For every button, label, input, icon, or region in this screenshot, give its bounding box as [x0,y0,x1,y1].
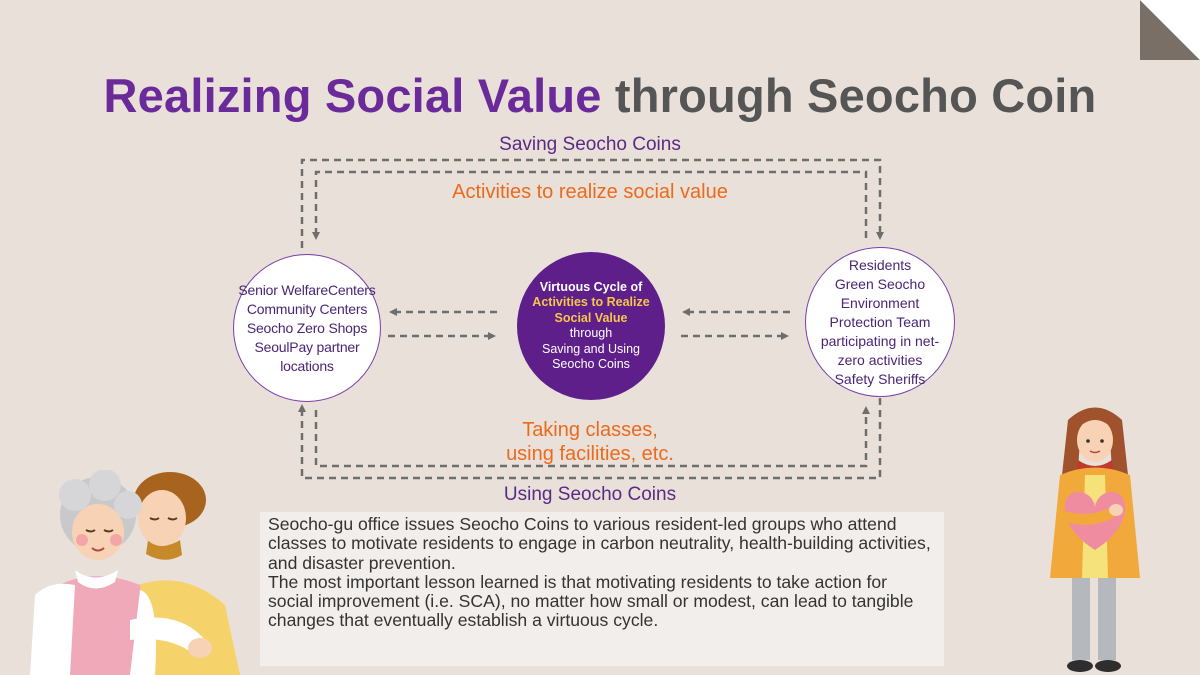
title-rest: through Seocho Coin [614,69,1097,122]
right-circle-line: Environment [840,294,920,311]
using-coins-label: Using Seocho Coins [503,484,677,505]
woman-with-heart-illustration [1040,400,1150,675]
right-circle-residents [805,247,955,397]
left-circle-line: SeoulPay partner [254,338,360,355]
center-line-1: Virtuous Cycle of [539,279,643,294]
left-circle-line: Community Centers [246,300,368,317]
description-paragraph-2: The most important lesson learned is that motivating residents to take action for social improvement (i.e. SCA), no matter how small or modest, can lead to tangible changes that eventually establish a virtuous cycle. [268,571,914,631]
center-circle-virtuous-cycle [517,252,665,400]
taking-classes-line1: Taking classes, [522,419,658,441]
taking-classes-line2: using facilities, etc. [506,443,674,465]
center-line-5: Saving and Using [542,341,640,356]
taking-classes-label [440,418,740,466]
right-circle-line: zero activities [837,351,923,368]
right-circle-line: participating in net- [820,332,940,349]
left-circle-places [233,254,381,402]
center-line-4: through [569,326,613,340]
left-circle-line: locations [280,357,334,374]
center-line-2: Activities to Realize [532,295,650,309]
description-paragraph-1: Seocho-gu office issues Seocho Coins to various resident-led groups who attend classes to motivate residents to engage in carbon neutrality, health-building activities, and disaster prevention. [268,514,931,573]
title-highlight: Realizing Social Value [103,69,602,122]
right-circle-line: Safety Sheriffs [834,370,926,387]
center-line-6: Seocho Coins [552,357,630,371]
activities-label: Activities to realize social value [452,181,728,203]
center-line-3: Social Value [554,310,628,325]
description-text-box [260,512,944,666]
right-circle-line: Residents [848,256,912,273]
left-circle-line: Senior WelfareCenters [238,281,376,298]
saving-coins-label: Saving Seocho Coins [499,134,681,155]
hugging-couple-illustration [30,470,240,675]
left-circle-line: Seocho Zero Shops [246,319,368,336]
right-circle-line: Protection Team [829,313,931,330]
right-circle-line: Green Seocho [834,275,926,292]
